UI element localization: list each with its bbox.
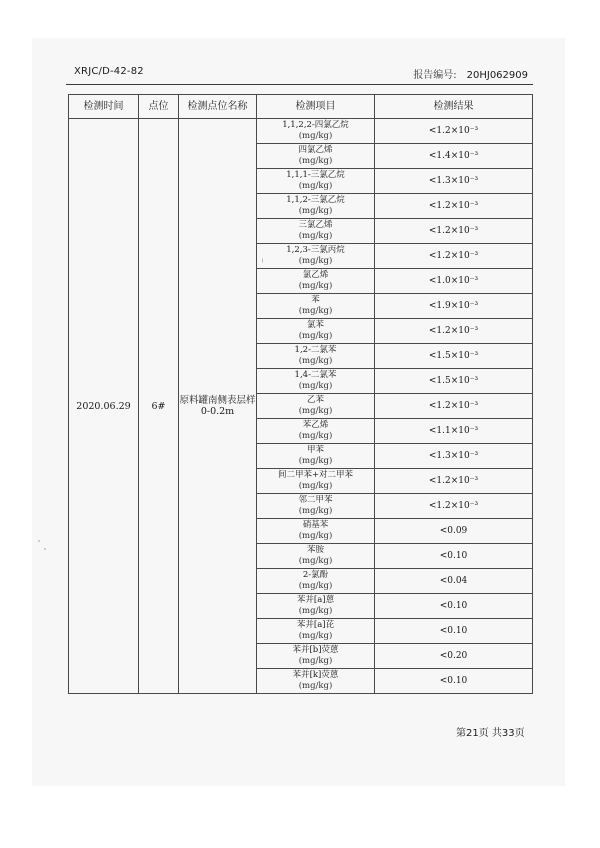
test-item-unit: (mg/kg) — [298, 231, 333, 241]
test-item-name: 苯胺 — [306, 545, 324, 555]
test-item-name: 间二甲苯+对二甲苯 — [277, 470, 354, 480]
scan-speck — [44, 548, 46, 550]
test-item-unit: (mg/kg) — [298, 656, 333, 666]
result-cell: <1.2×10⁻³ — [375, 219, 533, 244]
test-item-name: 苯并[k]荧蒽 — [292, 670, 339, 680]
result-cell: <1.5×10⁻³ — [375, 369, 533, 394]
test-item-unit: (mg/kg) — [298, 406, 333, 416]
test-item-unit: (mg/kg) — [298, 181, 333, 191]
document-code: XRJC/D-42-82 — [74, 66, 144, 77]
test-item-cell — [257, 219, 375, 244]
column-header: 检测结果 — [375, 95, 533, 119]
result-cell: <1.2×10⁻³ — [375, 119, 533, 144]
test-item-name: 邻二甲苯 — [298, 495, 333, 505]
test-item-name: 1,1,2,2-四氯乙烷 — [282, 120, 349, 130]
test-item-cell — [257, 444, 375, 469]
result-cell: <1.5×10⁻³ — [375, 344, 533, 369]
test-item-cell — [257, 644, 375, 669]
test-item-unit: (mg/kg) — [298, 206, 333, 216]
test-item-name: 1,1,1-三氯乙烷 — [286, 170, 345, 180]
test-item-name: 苯 — [311, 295, 320, 305]
result-cell: <1.2×10⁻³ — [375, 469, 533, 494]
test-item-unit: (mg/kg) — [298, 681, 333, 691]
test-item-cell — [257, 544, 375, 569]
test-item-unit: (mg/kg) — [298, 631, 333, 641]
test-item-cell — [257, 569, 375, 594]
date-cell: 2020.06.29 — [69, 119, 139, 694]
test-item-cell — [257, 269, 375, 294]
test-item-cell — [257, 469, 375, 494]
result-cell: <1.4×10⁻³ — [375, 144, 533, 169]
page-number: 第21页 共33页 — [456, 728, 525, 739]
test-item-unit: (mg/kg) — [298, 581, 333, 591]
test-item-name: 氯苯 — [306, 320, 324, 330]
test-item-name: 三氯乙烯 — [298, 220, 333, 230]
result-cell: <1.0×10⁻³ — [375, 269, 533, 294]
test-item-unit: (mg/kg) — [298, 556, 333, 566]
test-item-unit: (mg/kg) — [298, 606, 333, 616]
table-body — [69, 119, 533, 694]
test-item-unit: (mg/kg) — [298, 306, 333, 316]
result-cell: <1.2×10⁻³ — [375, 394, 533, 419]
test-item-name: 1,2-二氯苯 — [294, 345, 337, 355]
scan-speck — [38, 540, 40, 542]
point-cell: 6# — [139, 119, 179, 694]
test-item-unit: (mg/kg) — [298, 481, 333, 491]
result-cell: <0.10 — [375, 619, 533, 644]
test-item-cell — [257, 494, 375, 519]
result-cell: <0.10 — [375, 669, 533, 694]
test-item-cell — [257, 619, 375, 644]
report-number-value: 20HJ062909 — [466, 70, 528, 81]
test-item-cell — [257, 294, 375, 319]
test-item-cell — [257, 394, 375, 419]
column-header: 检测项目 — [257, 95, 375, 119]
test-item-unit: (mg/kg) — [298, 256, 333, 266]
test-item-name: 硝基苯 — [302, 520, 329, 530]
test-item-unit: (mg/kg) — [298, 281, 333, 291]
result-cell: <0.10 — [375, 594, 533, 619]
column-header: 检测时间 — [69, 95, 139, 119]
test-item-cell — [257, 594, 375, 619]
test-item-name: 1,1,2-三氯乙烷 — [286, 195, 345, 205]
test-item-name: 苯乙烯 — [302, 420, 329, 430]
test-item-name: 1,4-二氯苯 — [294, 370, 337, 380]
header-rule — [66, 84, 533, 85]
result-cell: <1.3×10⁻³ — [375, 444, 533, 469]
test-item-name: 2-氯酚 — [302, 570, 329, 580]
test-item-name: 乙苯 — [306, 395, 324, 405]
table-row — [69, 119, 533, 144]
test-item-unit: (mg/kg) — [298, 381, 333, 391]
column-header: 检测点位名称 — [179, 95, 257, 119]
test-item-cell — [257, 419, 375, 444]
test-item-cell — [257, 119, 375, 144]
test-item-name: 甲苯 — [306, 445, 324, 455]
test-item-cell — [257, 169, 375, 194]
test-item-cell — [257, 369, 375, 394]
result-cell: <0.04 — [375, 569, 533, 594]
test-item-cell — [257, 344, 375, 369]
result-cell: <1.9×10⁻³ — [375, 294, 533, 319]
test-item-unit: (mg/kg) — [298, 331, 333, 341]
test-item-unit: (mg/kg) — [298, 156, 333, 166]
test-item-name: 四氯乙烯 — [298, 145, 333, 155]
test-item-name: 苯并[a]蒽 — [296, 595, 335, 605]
results-table — [68, 94, 533, 694]
location-cell: 原料罐南侧表层样 0-0.2m — [179, 119, 257, 694]
test-item-cell — [257, 519, 375, 544]
test-item-unit: (mg/kg) — [298, 431, 333, 441]
result-cell: <1.2×10⁻³ — [375, 494, 533, 519]
report-number-label: 报告编号: — [413, 70, 457, 81]
result-cell: <1.2×10⁻³ — [375, 319, 533, 344]
test-item-cell — [257, 319, 375, 344]
result-cell: <1.1×10⁻³ — [375, 419, 533, 444]
result-cell: <1.2×10⁻³ — [375, 194, 533, 219]
result-cell: <0.09 — [375, 519, 533, 544]
test-item-unit: (mg/kg) — [298, 531, 333, 541]
test-item-unit: (mg/kg) — [298, 131, 333, 141]
test-item-unit: (mg/kg) — [298, 456, 333, 466]
test-item-cell — [257, 194, 375, 219]
test-item-cell — [257, 144, 375, 169]
result-cell: <1.3×10⁻³ — [375, 169, 533, 194]
test-item-unit: (mg/kg) — [298, 356, 333, 366]
table-header-row — [69, 95, 533, 119]
test-item-name: 1,2,3-三氯丙烷 — [286, 245, 345, 255]
test-item-unit: (mg/kg) — [298, 506, 333, 516]
result-cell: <0.10 — [375, 544, 533, 569]
test-item-cell — [257, 244, 375, 269]
column-header: 点位 — [139, 95, 179, 119]
test-item-name: 苯并[b]荧蒽 — [292, 645, 339, 655]
test-item-name: 氯乙烯 — [302, 270, 329, 280]
result-cell: <0.20 — [375, 644, 533, 669]
result-cell: <1.2×10⁻³ — [375, 244, 533, 269]
test-item-name: 苯并[a]芘 — [296, 620, 335, 630]
report-number — [413, 66, 528, 81]
test-item-cell — [257, 669, 375, 694]
